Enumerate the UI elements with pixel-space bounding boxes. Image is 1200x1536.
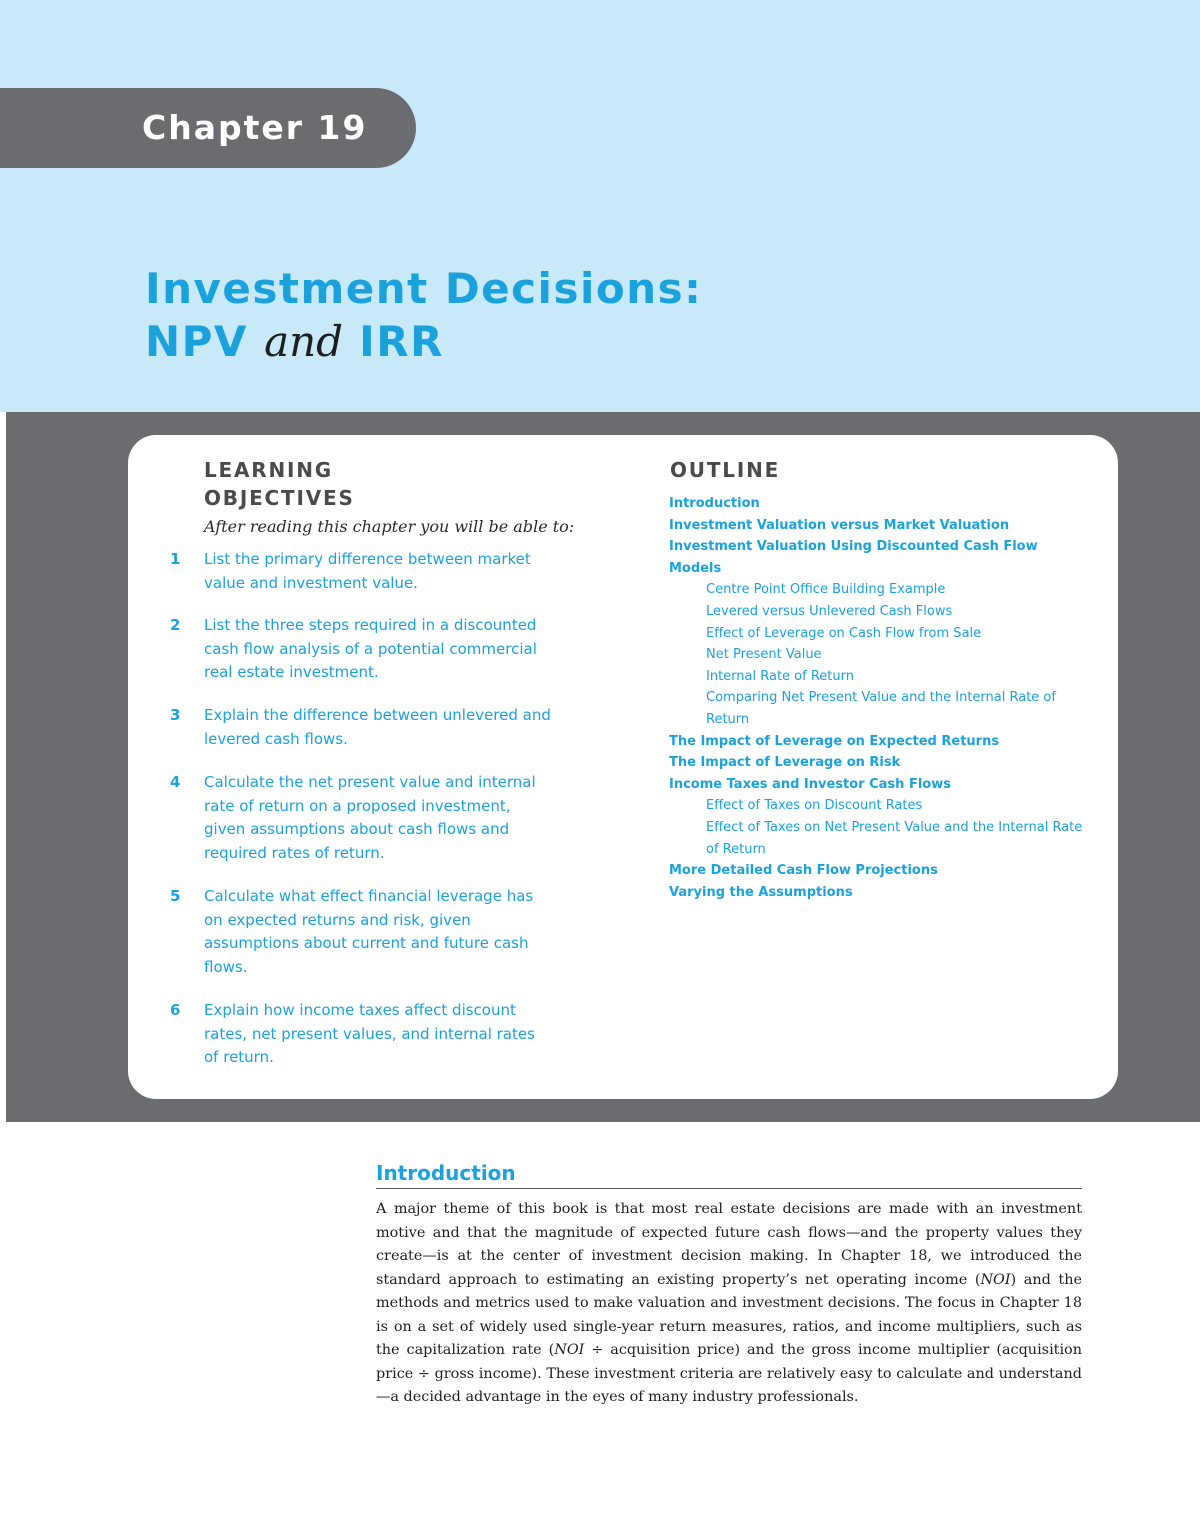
learning-objectives-heading-line2: OBJECTIVES <box>204 486 355 510</box>
outline-item: Varying the Assumptions <box>669 884 853 900</box>
outline-item: Investment Valuation versus Market Valuation <box>669 517 1010 533</box>
chapter-title-line2 <box>145 315 702 368</box>
objective-text: Calculate what effect financial leverage has on expected returns and risk, given assumptions about current and future cash flows. <box>204 887 534 976</box>
title-irr: IRR <box>359 317 444 366</box>
objective-number: 4 <box>170 773 181 791</box>
chapter-label: Chapter 19 <box>142 108 368 147</box>
objective-text: List the three steps required in a discounted cash flow analysis of a potential commercial real estate investment. <box>204 616 537 681</box>
chapter-title-line1: Investment Decisions: <box>145 264 703 313</box>
outline-item: Introduction <box>669 496 760 511</box>
learning-objectives-intro: After reading this chapter you will be able to: <box>204 517 575 536</box>
objective-number: 1 <box>170 550 181 568</box>
outline-heading: OUTLINE <box>670 458 781 482</box>
introduction-paragraph <box>376 1198 1082 1410</box>
objective-text: Calculate the net present value and internal rate of return on a proposed investment, given assumptions about cash flows and required rates of return. <box>204 773 536 862</box>
introduction-heading: Introduction <box>376 1158 1082 1189</box>
objective-number: 2 <box>170 616 181 634</box>
intro-noi-term: NOI <box>980 1271 1011 1288</box>
outline-subitem: Centre Point Office Building Example <box>706 582 946 598</box>
outline-subitem: Effect of Taxes on Net Present Value and the Internal Rate of Return <box>706 819 1083 857</box>
learning-objectives-heading <box>204 456 504 512</box>
objective-text: Explain how income taxes affect discount rates, net present values, and internal rates of return. <box>204 1001 535 1066</box>
outline-item: More Detailed Cash Flow Projections <box>669 863 938 879</box>
objective-text: Explain the difference between unlevered and levered cash flows. <box>204 706 551 748</box>
intro-text-part: ) and the methods and metrics used to make valuation and investment decisions. The focus in Chapter 18 is on a set of widely used single-year return measures, ratios, and income multipliers, such as the capitalization rate ( <box>376 1271 1082 1358</box>
objective-number: 6 <box>170 1001 181 1019</box>
title-and: and <box>264 317 344 366</box>
objective-text: List the primary difference between market value and investment value. <box>204 550 531 592</box>
outline-list <box>669 493 1089 903</box>
outline-subitem: Effect of Leverage on Cash Flow from Sale <box>706 625 982 641</box>
outline-item: Investment Valuation Using Discounted Cash Flow Models <box>669 539 1038 576</box>
outline-item: Income Taxes and Investor Cash Flows <box>669 776 951 792</box>
title-npv: NPV <box>145 317 248 366</box>
outline-subitem: Internal Rate of Return <box>706 668 854 684</box>
objective-number: 3 <box>170 706 181 724</box>
objectives-outline-card <box>128 435 1118 1099</box>
outline-subitem: Levered versus Unlevered Cash Flows <box>706 603 953 619</box>
chapter-title <box>145 262 702 368</box>
outline-item: The Impact of Leverage on Risk <box>669 755 901 771</box>
outline-subitem: Effect of Taxes on Discount Rates <box>706 798 923 814</box>
outline-subitem: Comparing Net Present Value and the Internal Rate of Return <box>706 690 1056 727</box>
intro-text-part: ÷ acquisition price) and the gross income multiplier (acquisition price ÷ gross income). These investment criteria are relatively easy to calculate and understand—a decided advantage in the eyes of many industry professionals. <box>376 1342 1082 1405</box>
learning-objectives-heading-line1: LEARNING <box>204 458 334 482</box>
intro-noi-term: NOI <box>554 1342 585 1358</box>
outline-subitem: Net Present Value <box>706 647 822 663</box>
objective-number: 5 <box>170 887 181 905</box>
outline-item: The Impact of Leverage on Expected Returns <box>669 733 1000 749</box>
intro-text-part: A major theme of this book is that most real estate decisions are made with an investment motive and that the magnitude of expected future cash flows—and the property values they create—is at the center of investment decision making. In Chapter 18, we introduced the standard approach to estimating an existing property’s net operating income ( <box>376 1201 1082 1288</box>
